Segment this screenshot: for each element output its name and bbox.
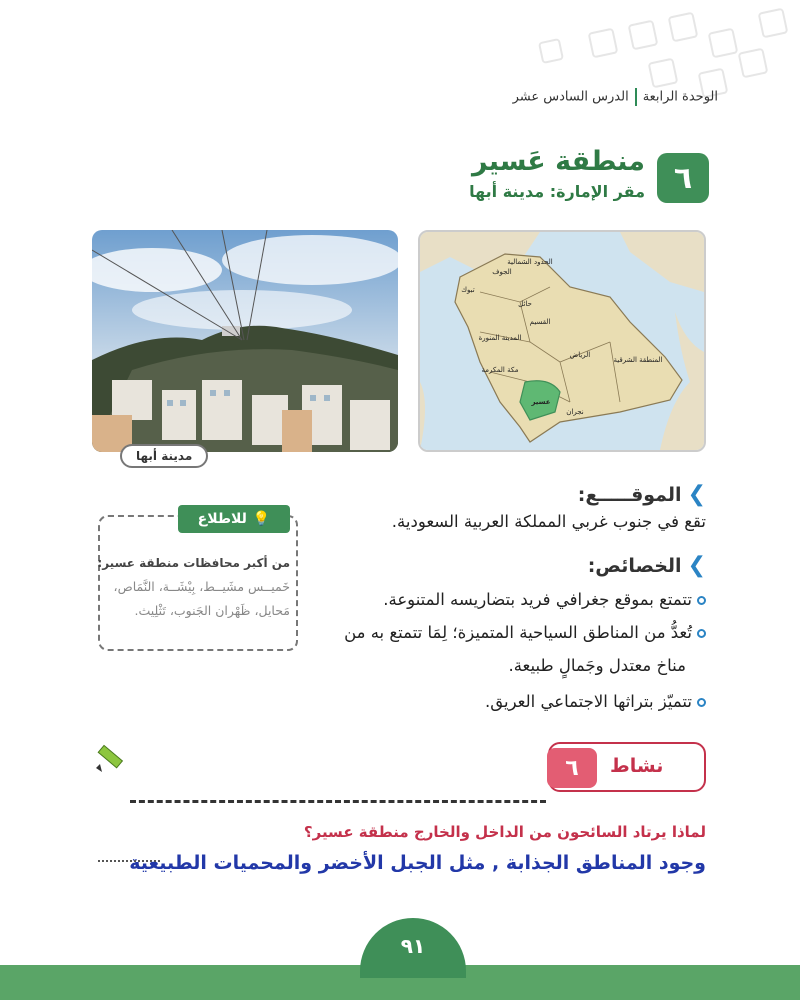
map-label-makkah: مكة المكرمة xyxy=(481,366,519,374)
info-box-line: مَحايل، ظَهْران الجَنوب، تَثْلِيث. xyxy=(134,603,290,618)
activity-label: نشاط xyxy=(610,755,664,777)
map-label-hail: حائل xyxy=(518,300,532,308)
info-box-tab-label: للاطلاع xyxy=(197,511,247,527)
lesson-label: الدرس السادس عشر xyxy=(512,89,629,105)
saudi-regions-map xyxy=(418,230,706,452)
feature-text: تتمتع بموقع جغرافي فريد بتضاريسه المتنوعة. xyxy=(383,590,692,609)
bullet-icon xyxy=(697,629,706,638)
map-label-najran: نجران xyxy=(566,408,584,416)
chevron-icon: ❯ xyxy=(687,553,706,578)
photo-caption: مدينة أبها xyxy=(120,444,208,468)
feature-text: تتميّز بتراثها الاجتماعي العريق. xyxy=(484,692,692,711)
feature-item xyxy=(485,692,706,711)
map-label-northern: الحدود الشمالية xyxy=(507,258,553,266)
info-box-tab xyxy=(178,505,290,533)
location-heading xyxy=(578,482,706,507)
activity-question: لماذا يرتاد السائحون من الداخل والخارج منطقة عسير؟ xyxy=(303,823,706,841)
location-text: تقع في جنوب غربي المملكة العربية السعودية. xyxy=(391,512,706,531)
map-label-asir: عسير xyxy=(531,398,551,406)
map-label-riyadh: الرياض xyxy=(569,351,591,359)
map-label-tabuk: تبوك xyxy=(461,286,475,294)
feature-item xyxy=(344,623,706,642)
lesson-number-badge: ٦ xyxy=(657,153,709,203)
breadcrumb xyxy=(513,88,718,106)
map-label-eastern: المنطقة الشرقية xyxy=(613,356,663,364)
activity-number: ٦ xyxy=(547,748,597,788)
bullet-icon xyxy=(697,698,706,707)
activity-divider xyxy=(130,800,546,803)
map-label-jouf: الجوف xyxy=(492,268,512,276)
location-heading-text: الموقـــــع: xyxy=(577,484,682,506)
feature-item xyxy=(383,590,706,609)
info-box-line: خَميــس مشَيــط، بِيْشَــة، النَّمَاص، xyxy=(113,579,290,594)
feature-text: تُعدُّ من المناطق السياحية المتميزة؛ لِمَا تتمتع به من xyxy=(344,623,692,642)
bullet-icon xyxy=(697,596,706,605)
page-title: منطقة عَسير xyxy=(472,146,645,177)
features-heading-text: الخصائص: xyxy=(587,555,682,577)
chevron-icon: ❯ xyxy=(687,482,706,507)
feature-item-continuation: مناخ معتدل وجَمالٍ طبيعة. xyxy=(508,656,686,675)
breadcrumb-separator xyxy=(635,88,637,106)
abha-city-photo xyxy=(92,230,398,452)
lightbulb-icon: 💡 xyxy=(252,511,271,527)
unit-label: الوحدة الرابعة xyxy=(642,89,718,105)
map-label-madinah: المدينة المنورة xyxy=(478,334,522,342)
page-number: ٩١ xyxy=(360,918,466,978)
info-box-title: من أكبر محافظات منطقة عسير: xyxy=(97,556,290,570)
map-label-qassim: القسيم xyxy=(529,318,551,326)
answer-dotted-line xyxy=(98,860,160,862)
features-heading xyxy=(588,553,706,578)
page-subtitle: مقر الإمارة: مدينة أبها xyxy=(469,182,645,201)
activity-answer[interactable]: وجود المناطق الجذابة , مثل الجبل الأخضر والمحميات الطبيعية xyxy=(129,852,706,874)
pencil-icon xyxy=(92,742,126,780)
